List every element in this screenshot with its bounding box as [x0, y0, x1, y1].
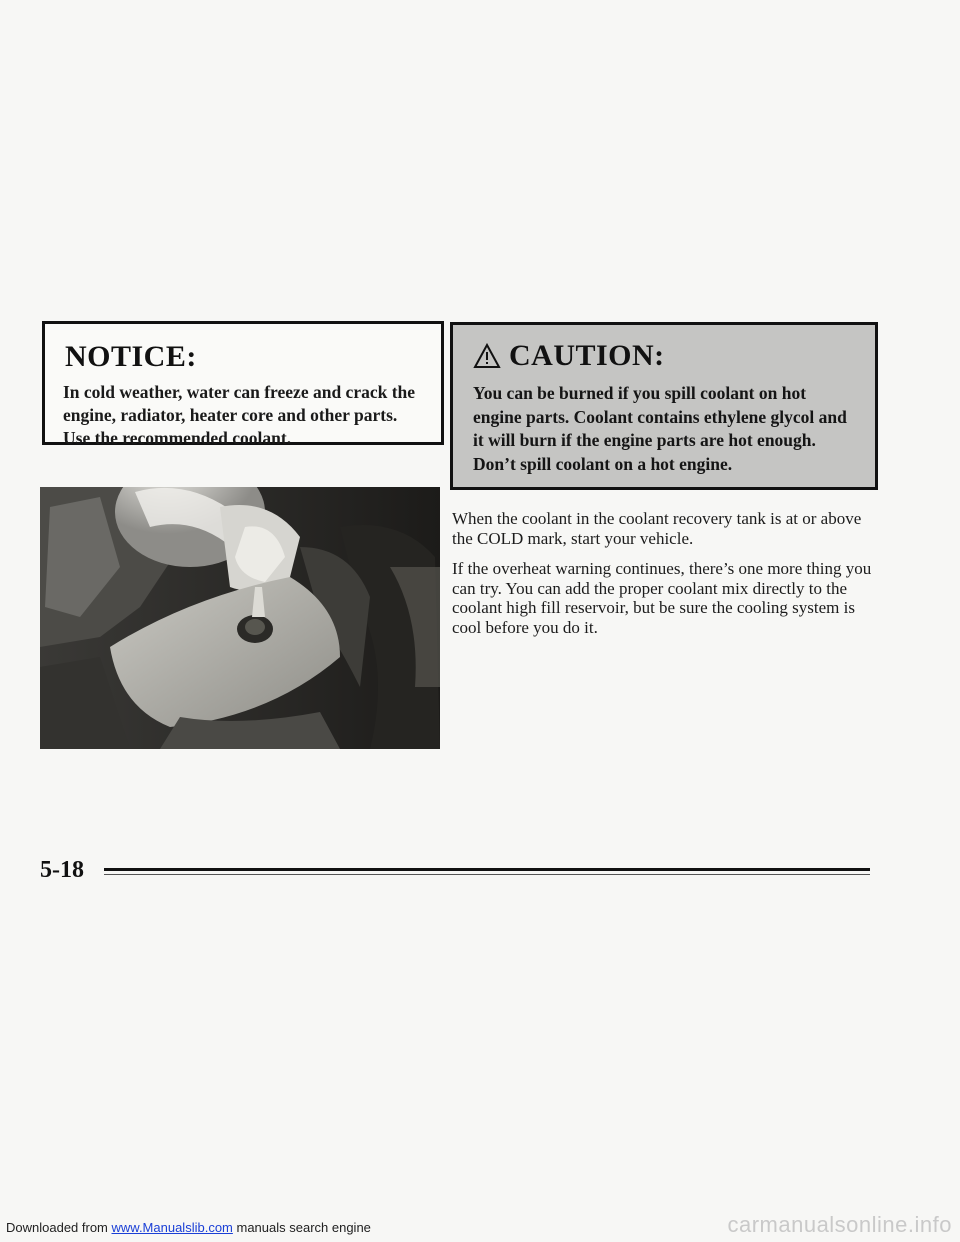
- caution-header: [473, 339, 855, 372]
- footer-rule: [104, 868, 870, 871]
- notice-box: [42, 321, 444, 448]
- notice-title: NOTICE:: [65, 340, 197, 373]
- notice-body: In cold weather, water can freeze and crack the engine, radiator, heater core and other parts. Use the recommended coolant.: [63, 382, 416, 448]
- caution-body: You can be burned if you spill coolant on hot engine parts. Coolant contains ethylene glycol and it will burn if the engine parts are hot enough. Don’t spill coolant on a hot engine.: [473, 383, 847, 474]
- download-suffix: manuals search engine: [232, 1220, 371, 1235]
- page-footer: [40, 856, 870, 896]
- paragraph-1: When the coolant in the coolant recovery tank is at or above the COLD mark, start your vehicle.: [452, 509, 862, 548]
- site-watermark: carmanualsonline.info: [727, 1212, 952, 1237]
- paragraph-2: If the overheat warning continues, there’s one more thing you can try. You can add the proper coolant mix directly to the coolant high fill reservoir, but be sure the cooling system is cool before you do it.: [452, 559, 872, 637]
- manualslib-link[interactable]: www.Manualslib.com: [111, 1220, 233, 1235]
- download-source-note: [6, 1220, 371, 1235]
- page-number: 5-18: [40, 857, 84, 883]
- coolant-reservoir-photo: [40, 487, 440, 749]
- caution-title: CAUTION:: [509, 339, 665, 372]
- warning-triangle-icon: [473, 343, 501, 369]
- body-text: [452, 509, 882, 648]
- download-prefix: Downloaded from: [6, 1220, 112, 1235]
- footer-rule-thin: [104, 874, 870, 875]
- caution-box: [450, 322, 878, 490]
